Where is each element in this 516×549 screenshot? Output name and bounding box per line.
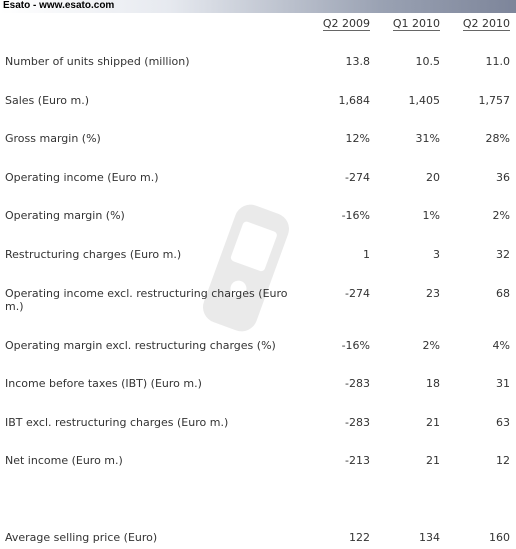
value-q2-2010: 11.0: [485, 55, 510, 68]
row-label: Restructuring charges (Euro m.): [5, 248, 182, 261]
value-q1-2010: 10.5: [415, 55, 440, 68]
value-q1-2010: 20: [426, 171, 440, 184]
value-q2-2009: -283: [345, 416, 370, 429]
value-q2-2009: 13.8: [345, 55, 370, 68]
value-q1-2010: 18: [426, 377, 440, 390]
value-q2-2009: -274: [345, 171, 370, 184]
value-q1-2010: 1,405: [408, 94, 440, 107]
value-q1-2010: 31%: [415, 132, 440, 145]
value-q2-2010: 63: [496, 416, 510, 429]
value-q1-2010: 23: [426, 287, 440, 300]
column-header-q2-2010: Q2 2010: [462, 17, 510, 30]
row-label: Number of units shipped (million): [5, 55, 190, 68]
row-label: Gross margin (%): [5, 132, 101, 145]
value-q2-2009: -213: [345, 454, 370, 467]
value-q2-2009: -16%: [341, 209, 370, 222]
value-q2-2010: 28%: [485, 132, 510, 145]
value-q1-2010: 2%: [422, 339, 440, 352]
value-q1-2010: 3: [433, 248, 440, 261]
row-label: Operating income excl. restructuring charges (Euro m.): [5, 287, 288, 313]
value-q1-2010: 134: [419, 531, 440, 544]
value-q2-2010: 68: [496, 287, 510, 300]
value-q2-2010: 4%: [492, 339, 510, 352]
row-label: Operating income (Euro m.): [5, 171, 159, 184]
value-q1-2010: 1%: [422, 209, 440, 222]
row-label: Operating margin excl. restructuring charges (%): [5, 339, 276, 352]
value-q2-2009: -16%: [341, 339, 370, 352]
value-q2-2010: 12: [496, 454, 510, 467]
value-q2-2009: -283: [345, 377, 370, 390]
row-label: Average selling price (Euro): [5, 531, 158, 544]
title-bar: [0, 0, 516, 13]
value-q2-2009: 1: [363, 248, 370, 261]
value-q2-2010: 36: [496, 171, 510, 184]
row-label: Operating margin (%): [5, 209, 125, 222]
value-q2-2010: 160: [489, 531, 510, 544]
value-q2-2009: 122: [349, 531, 370, 544]
value-q2-2009: 12%: [345, 132, 370, 145]
row-label: Income before taxes (IBT) (Euro m.): [5, 377, 202, 390]
value-q2-2009: 1,684: [338, 94, 370, 107]
row-label: Net income (Euro m.): [5, 454, 123, 467]
value-q2-2010: 1,757: [478, 94, 510, 107]
value-q2-2010: 31: [496, 377, 510, 390]
value-q2-2009: -274: [345, 287, 370, 300]
row-label: Sales (Euro m.): [5, 94, 89, 107]
column-header-q2-2009: Q2 2009: [322, 17, 370, 30]
site-title: Esato - www.esato.com: [3, 0, 115, 11]
value-q2-2010: 32: [496, 248, 510, 261]
column-header-q1-2010: Q1 2010: [392, 17, 440, 30]
value-q1-2010: 21: [426, 454, 440, 467]
value-q1-2010: 21: [426, 416, 440, 429]
value-q2-2010: 2%: [492, 209, 510, 222]
row-label: IBT excl. restructuring charges (Euro m.): [5, 416, 229, 429]
